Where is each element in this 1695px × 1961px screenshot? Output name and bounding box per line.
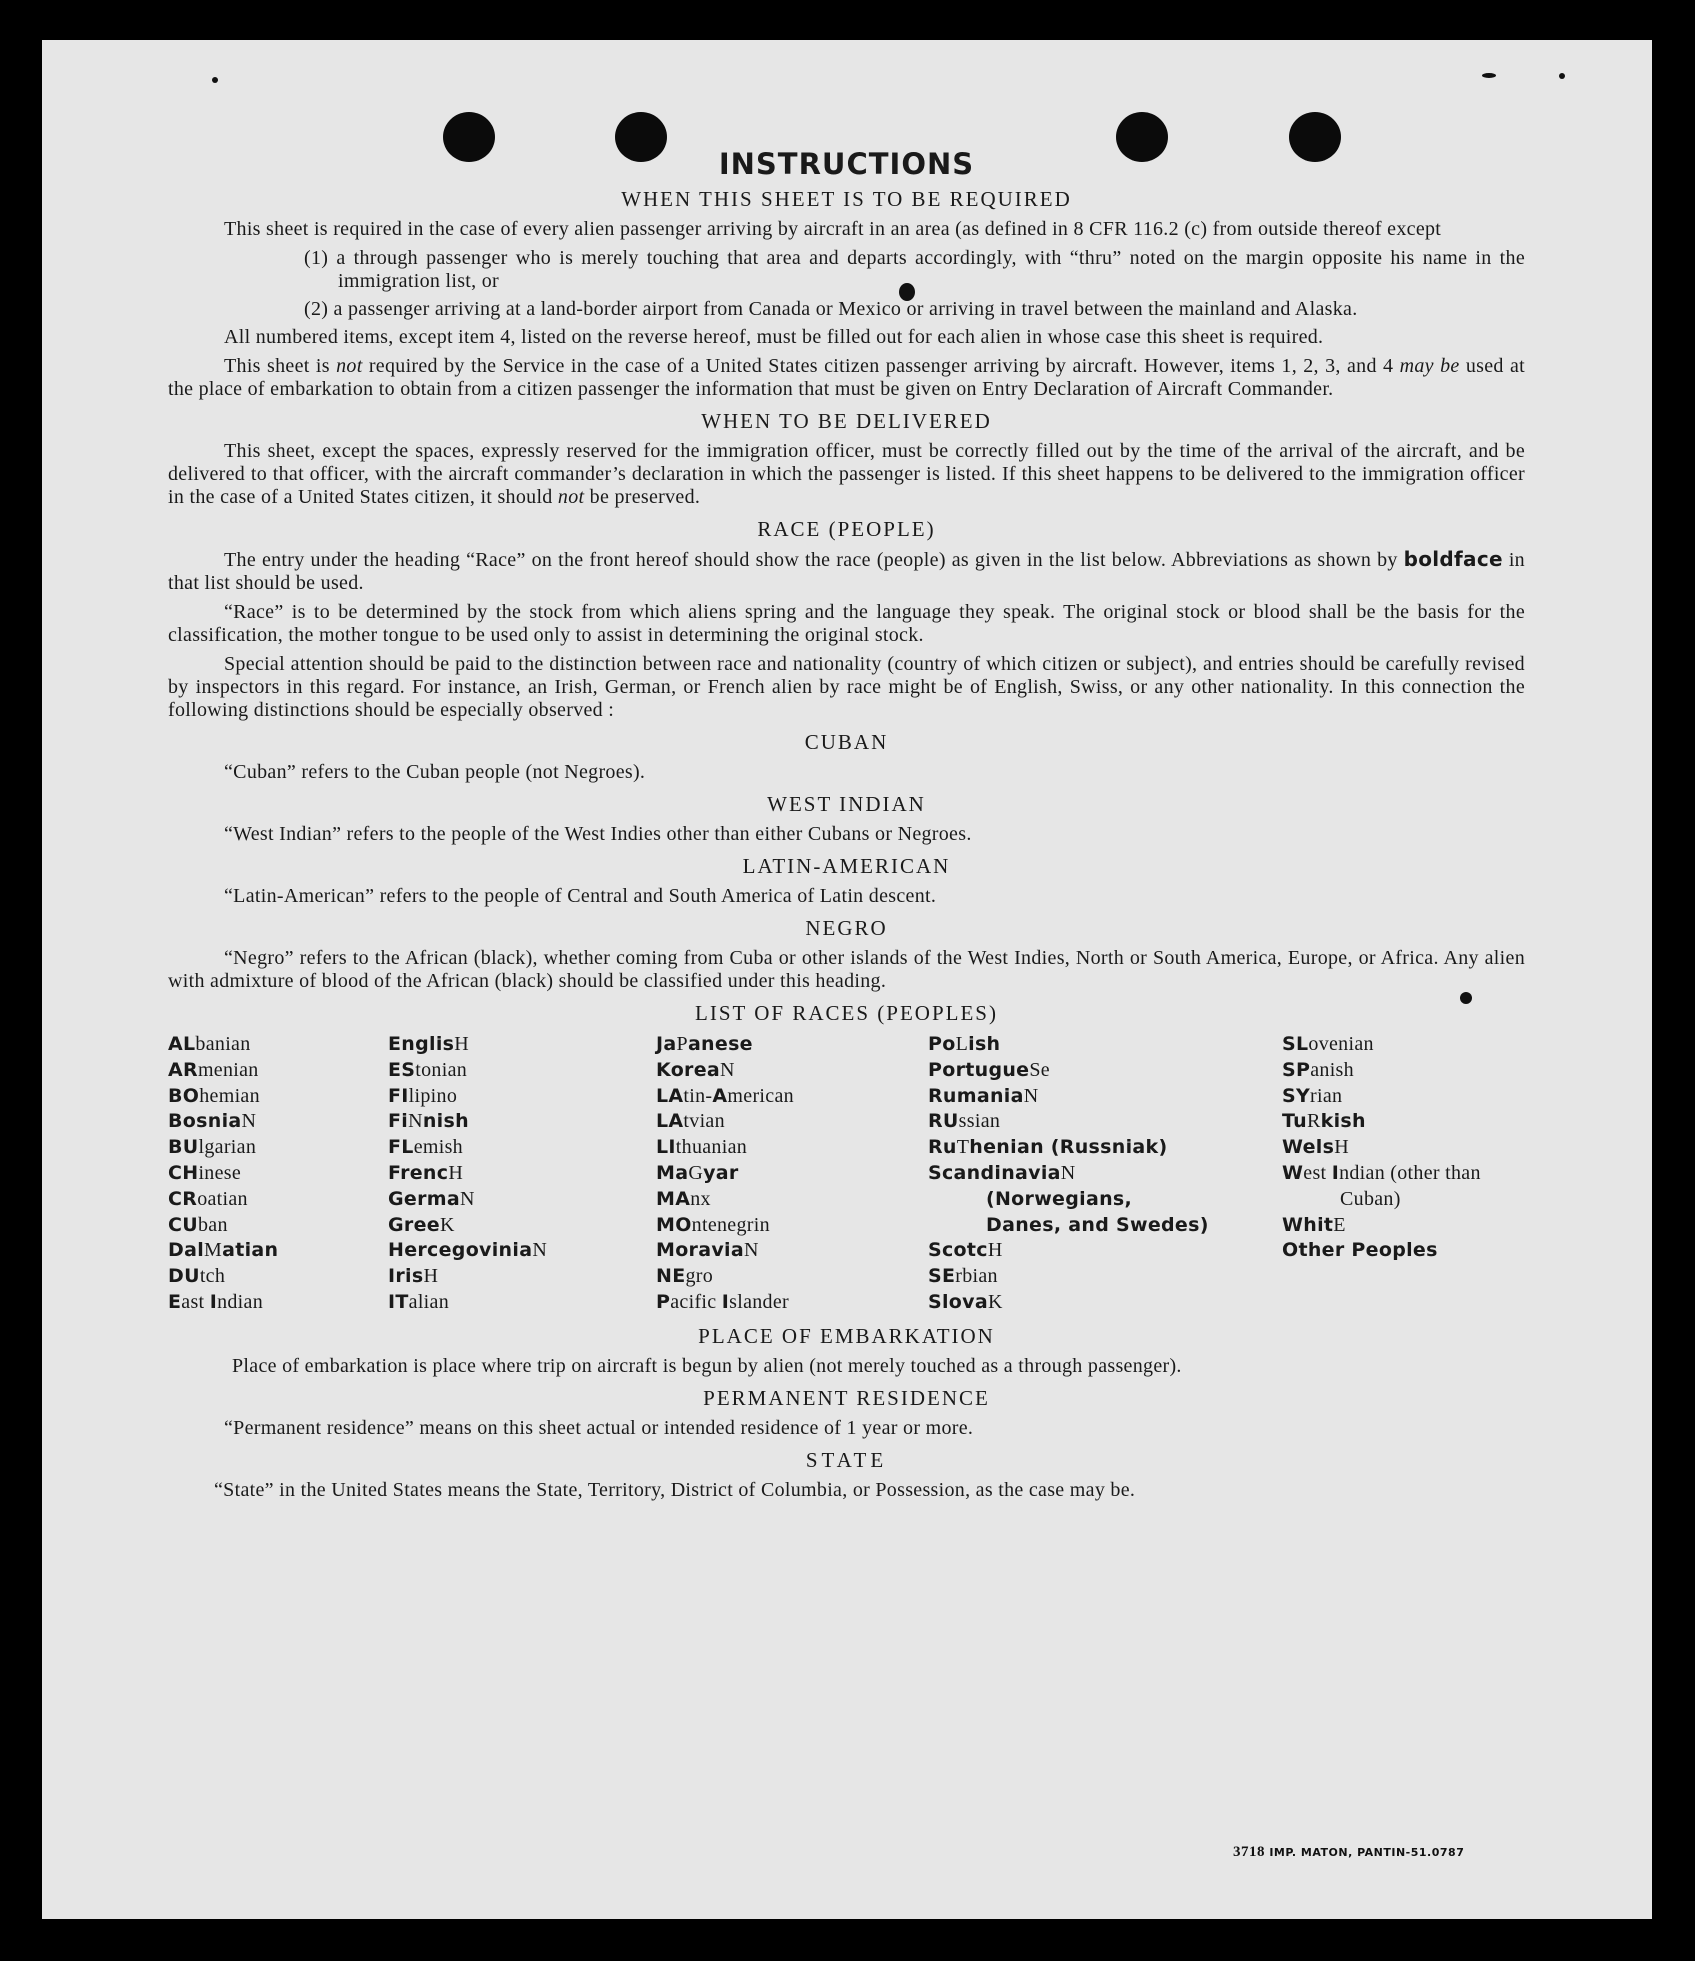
definition-negro: “Negro” refers to the African (black), whether coming from Cuba or other islands of the West Indies, North or South America, Europe, or Africa. Any alien with admixture of blood of the African (black) should be classified under this heading. xyxy=(168,947,1525,992)
race-entry: FIlipino xyxy=(388,1084,458,1107)
list-item-land-border: (2) a passenger arriving at a land-border airport from Canada or Mexico or arriving in travel between the mainland and Alaska. xyxy=(304,298,1358,320)
race-entry: Pacific Islander xyxy=(656,1290,789,1313)
race-entry: MAnx xyxy=(656,1187,711,1210)
ink-speck xyxy=(1482,73,1496,78)
printer-name: IMP. MATON, PANTIN-51.0787 xyxy=(1269,1846,1465,1859)
race-entry: BOhemian xyxy=(168,1084,260,1107)
heading-when-delivered: WHEN TO BE DELIVERED xyxy=(701,409,992,433)
race-entry: PoLish xyxy=(928,1033,1001,1055)
race-entry: SErbian xyxy=(928,1265,998,1288)
paragraph-race-1: The entry under the heading “Race” on the front hereof should show the race (people) as given in the list below. Abbreviations as shown by boldface in that list should be used. xyxy=(168,547,1525,594)
definition-state: “State” in the United States means the State, Territory, District of Columbia, or Possession, as the case may be. xyxy=(214,1478,1136,1501)
race-entry: ALbanian xyxy=(168,1033,251,1055)
race-entry: BUlgarian xyxy=(168,1136,257,1159)
paragraph-delivered: This sheet, except the spaces, expressly reserved for the immigration officer, must be correctly filled out by the time of the arrival of the aircraft, and be delivered to that officer, with the aircraft commander’s declaration in which the passenger is listed. If this sheet happens to be delivered to the immigration officer in the case of a United States citizen, it should not be preserved. xyxy=(168,440,1525,508)
race-entry: FiNnish xyxy=(388,1110,469,1133)
race-entry: LAtin-American xyxy=(656,1084,794,1107)
race-entry: HercegoviniaN xyxy=(388,1239,548,1262)
heading-race: RACE (PEOPLE) xyxy=(757,517,936,541)
paragraph-race-3: Special attention should be paid to the distinction between race and nationality (country of which citizen or subject), and entries should be carefully revised by inspectors in this regard. For instance, an Irish, German, or French alien by race might be of English, Swiss, or any other nationality. In this connection the following distinctions should be especially observed : xyxy=(168,653,1525,721)
instructions-content xyxy=(168,106,1525,1508)
race-column xyxy=(656,1032,928,1316)
ink-speck xyxy=(212,77,218,83)
race-entry: FLemish xyxy=(388,1136,463,1159)
definition-west-indian: “West Indian” refers to the people of the West Indies other than either Cubans or Negroes. xyxy=(224,823,972,845)
race-entry: JaPanese xyxy=(656,1033,753,1055)
race-entry: PortugueSe xyxy=(928,1058,1050,1081)
race-entry: DUtch xyxy=(168,1265,226,1288)
race-entry: SPanish xyxy=(1282,1058,1354,1081)
race-entry: SLovenian xyxy=(1282,1033,1374,1055)
race-entry: ScotcH xyxy=(928,1239,1003,1262)
race-entry: FrencH xyxy=(388,1161,464,1184)
form-number: 3718 xyxy=(1233,1844,1265,1860)
race-entry: West Indian (other than Cuban) xyxy=(1282,1161,1481,1210)
race-entry: MaGyar xyxy=(656,1161,739,1184)
race-column xyxy=(168,1032,388,1316)
race-entry: RumaniaN xyxy=(928,1084,1039,1107)
paragraph-race-2: “Race” is to be determined by the stock from which aliens spring and the language they speak. The original stock or blood shall be the basis for the classification, the mother tongue to be used only to assist in determining the original stock. xyxy=(168,601,1525,646)
race-entry: EnglisH xyxy=(388,1033,469,1055)
race-entry: RuThenian (Russniak) xyxy=(928,1136,1168,1159)
race-entry: EStonian xyxy=(388,1058,468,1081)
paragraph-required-1: This sheet is required in the case of every alien passenger arriving by aircraft in an area (as defined in 8 CFR 116.2 (c) from outside thereof except xyxy=(224,218,1442,240)
race-entry: MOntenegrin xyxy=(656,1213,770,1236)
definition-cuban: “Cuban” refers to the Cuban people (not Negroes). xyxy=(224,761,646,783)
page-title: INSTRUCTIONS xyxy=(718,147,975,181)
race-list xyxy=(168,1032,1525,1316)
race-entry: WhitE xyxy=(1282,1213,1346,1236)
race-entry: RUssian xyxy=(928,1110,1001,1133)
race-entry: ARmenian xyxy=(168,1058,259,1081)
race-entry: CUban xyxy=(168,1213,228,1236)
heading-negro: NEGRO xyxy=(805,916,888,940)
race-entry: SYrian xyxy=(1282,1084,1343,1107)
race-entry: LAtvian xyxy=(656,1110,725,1133)
race-entry: ScandinaviaN (Norwegians, Danes, and Swedes) xyxy=(928,1161,1209,1236)
paragraph-required-2: All numbered items, except item 4, listed on the reverse hereof, must be filled out for each alien in whose case this sheet is required. xyxy=(224,326,1324,348)
race-column xyxy=(1282,1032,1522,1316)
heading-when-required: WHEN THIS SHEET IS TO BE REQUIRED xyxy=(621,187,1072,211)
race-entry: ITalian xyxy=(388,1290,450,1313)
race-entry: BosniaN xyxy=(168,1110,257,1133)
list-item-through-passenger: (1) a through passenger who is merely touching that area and departs accordingly, with “thru” noted on the margin opposite his name in the immigration list, or xyxy=(304,247,1525,292)
race-entry: MoraviaN xyxy=(656,1239,759,1262)
race-entry: DalMatian xyxy=(168,1239,279,1262)
paragraph-required-3: This sheet is not required by the Service in the case of a United States citizen passenger arriving by aircraft. However, items 1, 2, 3, and 4 may be used at the place of embarkation to obtain from a citizen passenger the information that must be given on Entry Declaration of Aircraft Commander. xyxy=(168,355,1526,400)
heading-latin-american: LATIN-AMERICAN xyxy=(742,854,951,878)
document-sheet xyxy=(42,40,1652,1919)
race-entry: TuRkish xyxy=(1282,1110,1366,1133)
race-entry: SlovaK xyxy=(928,1290,1003,1313)
race-entry: East Indian xyxy=(168,1290,264,1313)
race-entry: NEgro xyxy=(656,1265,714,1288)
race-entry: IrisH xyxy=(388,1265,439,1288)
race-entry: CHinese xyxy=(168,1161,242,1184)
heading-cuban: CUBAN xyxy=(804,730,889,754)
heading-list-of-races: LIST OF RACES (PEOPLES) xyxy=(695,1001,998,1025)
definition-permanent-residence: “Permanent residence” means on this sheet actual or intended residence of 1 year or more. xyxy=(224,1416,974,1439)
race-entry: LIthuanian xyxy=(656,1136,748,1159)
heading-west-indian: WEST INDIAN xyxy=(767,792,926,816)
ink-speck xyxy=(1559,73,1565,79)
race-entry: GermaN xyxy=(388,1187,475,1210)
race-column xyxy=(928,1032,1210,1316)
race-entry: Other Peoples xyxy=(1282,1239,1438,1262)
definition-embarkation: Place of embarkation is place where trip on aircraft is begun by alien (not merely touched as a through passenger). xyxy=(232,1354,1182,1377)
race-entry: CRoatian xyxy=(168,1187,248,1210)
heading-embarkation: PLACE OF EMBARKATION xyxy=(698,1323,995,1348)
race-entry: GreeK xyxy=(388,1213,455,1236)
printer-imprint xyxy=(1233,1844,1464,1861)
race-entry: KoreaN xyxy=(656,1058,735,1081)
heading-state: STATE xyxy=(805,1447,888,1472)
definition-latin-american: “Latin-American” refers to the people of Central and South America of Latin descent. xyxy=(224,885,937,907)
race-column xyxy=(388,1032,656,1316)
heading-permanent-residence: PERMANENT RESIDENCE xyxy=(703,1385,990,1410)
race-entry: WelsH xyxy=(1282,1136,1349,1159)
